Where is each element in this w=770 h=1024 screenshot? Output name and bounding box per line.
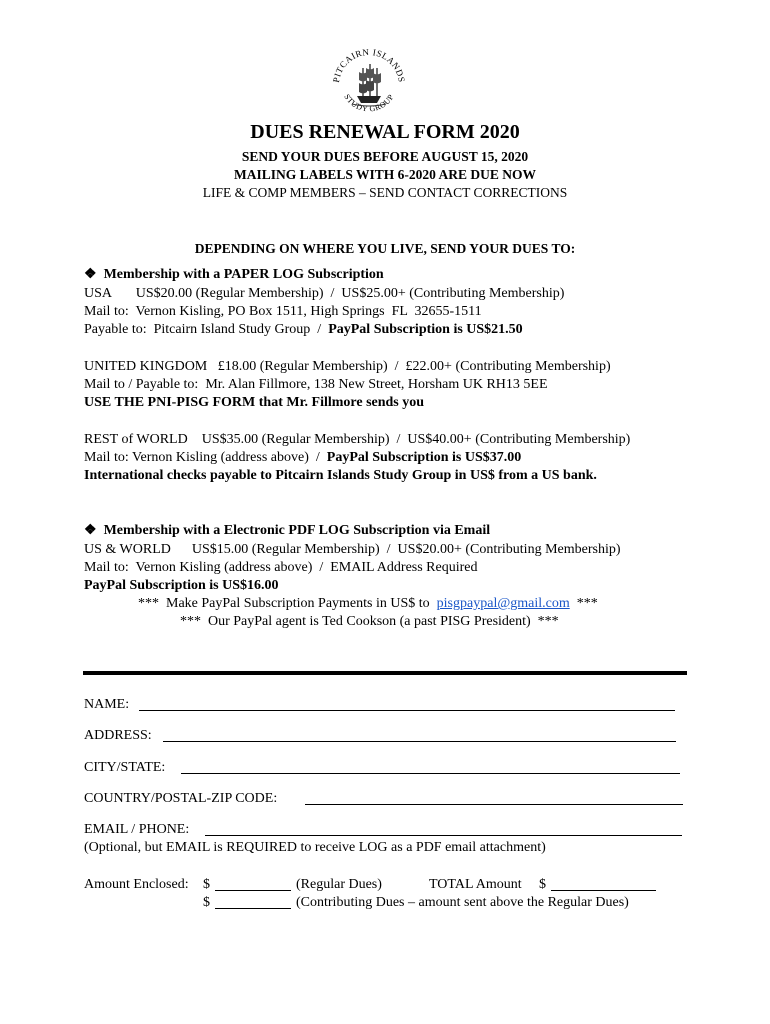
bullet-icon: ❖: [84, 523, 97, 538]
paper-heading-text: Membership with a PAPER LOG Subscription: [103, 267, 384, 282]
section-heading: DEPENDING ON WHERE YOU LIVE, SEND YOUR DUES TO:: [194, 241, 576, 256]
city-state-label: CITY/STATE:: [84, 760, 166, 775]
name-field[interactable]: [139, 710, 675, 711]
row-mail-text: Mail to: Vernon Kisling (address above) /: [84, 450, 327, 465]
uk-rates: UNITED KINGDOM £18.00 (Regular Membership) / £22.00+ (Contributing Membership): [84, 359, 611, 374]
electronic-rates: US & WORLD US$15.00 (Regular Membership) / US$20.00+ (Contributing Membership): [84, 542, 621, 557]
regular-dollar-sign: $: [203, 877, 210, 892]
pitcairn-study-group-logo: [330, 44, 408, 122]
paypal-note-suffix: ***: [569, 596, 598, 611]
usa-paypal-price: PayPal Subscription is US$21.50: [328, 322, 523, 337]
usa-payable-to: [84, 321, 523, 339]
header-line-life-comp: LIFE & COMP MEMBERS – SEND CONTACT CORRECTIONS: [202, 185, 568, 200]
country-zip-label: COUNTRY/POSTAL-ZIP CODE:: [84, 791, 278, 806]
logo-text-top: PITCAIRN ISLANDS: [331, 46, 407, 84]
contrib-dollar-sign: $: [203, 895, 210, 910]
usa-payable-text: Payable to: Pitcairn Island Study Group /: [84, 322, 329, 337]
paper-membership-heading: [84, 266, 384, 284]
logo-text-bottom: STUDY GROUP: [342, 92, 396, 114]
section-divider: [83, 671, 687, 675]
contributing-dues-label: (Contributing Dues – amount sent above the Regular Dues): [296, 895, 629, 910]
total-amount-label: TOTAL Amount: [429, 877, 522, 892]
bullet-icon: ❖: [84, 267, 97, 282]
total-dollar-sign: $: [539, 877, 546, 892]
paypal-agent-note: *** Our PayPal agent is Ted Cookson (a past PISG President) ***: [180, 614, 559, 629]
ship-seal-icon: [330, 44, 408, 122]
electronic-mail-to: Mail to: Vernon Kisling (address above) / EMAIL Address Required: [84, 560, 478, 575]
header-line-mailing-labels: MAILING LABELS WITH 6-2020 ARE DUE NOW: [233, 167, 537, 182]
electronic-heading-text: Membership with a Electronic PDF LOG Subscription via Email: [103, 523, 491, 538]
total-amount-field[interactable]: [551, 890, 656, 891]
regular-dues-field[interactable]: [215, 890, 291, 891]
row-paypal-price: PayPal Subscription is US$37.00: [326, 450, 522, 465]
country-zip-field[interactable]: [305, 804, 683, 805]
email-phone-field[interactable]: [205, 835, 682, 836]
electronic-paypal-price: PayPal Subscription is US$16.00: [84, 578, 279, 593]
uk-form-note: USE THE PNI-PISG FORM that Mr. Fillmore sends you: [84, 395, 425, 410]
row-mail-to: [84, 449, 521, 467]
paypal-email-link[interactable]: pisgpaypal@gmail.com: [436, 596, 570, 611]
paypal-payment-note: [138, 595, 598, 613]
amount-enclosed-label: Amount Enclosed:: [84, 877, 189, 892]
usa-mail-to: Mail to: Vernon Kisling, PO Box 1511, High Springs FL 32655-1511: [84, 304, 482, 319]
name-label: NAME:: [84, 697, 130, 712]
form-title: DUES RENEWAL FORM 2020: [250, 121, 520, 143]
svg-text:STUDY GROUP: [342, 92, 395, 113]
address-label: ADDRESS:: [84, 728, 152, 743]
electronic-membership-heading: [84, 522, 490, 540]
contributing-dues-field[interactable]: [215, 908, 291, 909]
paypal-note-prefix: *** Make PayPal Subscription Payments in US$ to: [138, 596, 437, 611]
email-note: (Optional, but EMAIL is REQUIRED to receive LOG as a PDF email attachment): [84, 840, 546, 855]
row-rates: REST of WORLD US$35.00 (Regular Membership) / US$40.00+ (Contributing Membership): [84, 432, 631, 447]
email-phone-label: EMAIL / PHONE:: [84, 822, 190, 837]
uk-mail-to: Mail to / Payable to: Mr. Alan Fillmore, 138 New Street, Horsham UK RH13 5EE: [84, 377, 548, 392]
regular-dues-label: (Regular Dues): [296, 877, 382, 892]
row-check-note: International checks payable to Pitcairn Islands Study Group in US$ from a US bank.: [84, 468, 597, 483]
city-state-field[interactable]: [181, 773, 680, 774]
address-field[interactable]: [163, 741, 676, 742]
header-line-deadline: SEND YOUR DUES BEFORE AUGUST 15, 2020: [241, 149, 529, 164]
usa-rates: USA US$20.00 (Regular Membership) / US$25.00+ (Contributing Membership): [84, 286, 565, 301]
